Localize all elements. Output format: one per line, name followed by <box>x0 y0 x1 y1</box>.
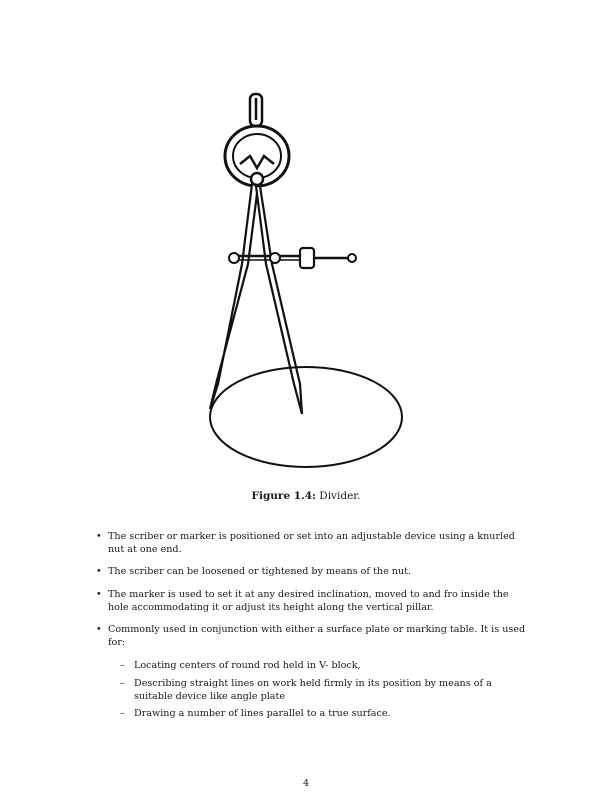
body-text <box>96 530 526 729</box>
bullet-list <box>96 530 526 720</box>
divider-knurled-nut <box>300 248 314 268</box>
divider-ring-inner <box>233 134 281 178</box>
divider-crossbar-mid-joint <box>270 253 280 263</box>
divider-crossbar-left-joint <box>229 253 239 263</box>
scribed-circle <box>210 367 402 467</box>
figure-caption <box>0 490 612 502</box>
sub-list-item: – Drawing a number of lines parallel to a true surface. <box>120 707 526 720</box>
bullet-item-text: Commonly used in conjunction with either a surface plate or marking table. It is used for: <box>108 624 526 649</box>
divider-right-leg <box>256 186 302 414</box>
divider-screw-end <box>348 254 356 262</box>
sub-list <box>120 659 526 720</box>
divider-hinge <box>240 156 274 168</box>
sub-list-item: – Locating centers of round rod held in V- block, <box>120 659 526 672</box>
figure-label: Figure 1.4: <box>251 490 316 502</box>
bullet-item: • The scriber or marker is positioned or set into an adjustable device using a knurled nut at one end. <box>96 530 526 556</box>
page-number: 4 <box>302 778 310 789</box>
bullet-item: • The scriber can be loosened or tightened by means of the nut. <box>96 565 526 578</box>
sub-list-item: – Describing straight lines on work held firmly in its position by means of a suitable device like angle plate <box>120 677 526 703</box>
figure-caption-text: Divider. <box>319 490 361 502</box>
bullet-item <box>96 623 526 720</box>
bullet-item: • The marker is used to set it at any desired inclination, moved to and fro inside the hole accommodating it or adjust its height along the vertical pillar. <box>96 588 526 614</box>
divider-figure <box>190 84 420 474</box>
